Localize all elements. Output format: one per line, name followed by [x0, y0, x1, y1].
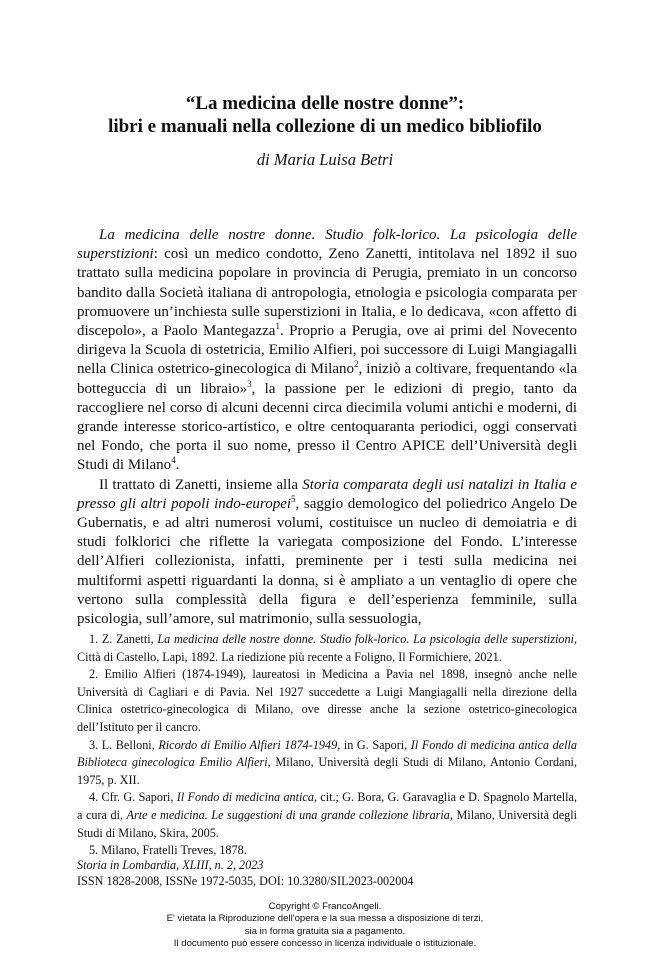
- journal-issn-doi: ISSN 1828-2008, ISSNe 1972-5035, DOI: 10.3280/SIL2023-002004: [77, 874, 414, 888]
- book-title-italic: La medicina delle nostre donne. Studio folk-lorico. La psicologia delle superstizioni: [77, 227, 577, 263]
- footnote-4: [77, 789, 577, 842]
- cited-title: Il Fondo di medicina antica della Biblioteca ginecologica Emilio Alfieri: [77, 737, 577, 770]
- paragraph-text: , saggio demologico del poliedrico Angelo De Gubernatis, e ad altri numerosi volumi, costituisce un nucleo di demoiatria e di studi folklorici che riflette la variegata composizione del Fondo. L’interesse dell’Alfieri collezionista, infatti, preminente per i testi sulla medicina nei multiformi aspetti riguardanti la donna, si è ampliato a un ventaglio di opere che vertono sulla complessità della figura e dell’esperienza femminile, sulla psicologia, sull’amore, sul matrimonio, sulla sessuologia,: [77, 495, 577, 628]
- footnote-text: , cit.; G. Bora, G. Garavaglia e D. Spagnolo Martella, a cura di,: [77, 790, 577, 822]
- footnote-ref-1[interactable]: 1: [275, 321, 280, 332]
- paragraph-text: , la passione per le edizioni di pregio, tanto da raccogliere nel corso di alcuni decenni circa diecimila volumi antichi e moderni, di grande interesse storico-artistico, e oltre centoquaranta periodici, oggi conservati nel Fondo, che porta il suo nome, presso il Centro APICE dell’Università degli Studi di Milano: [77, 380, 577, 474]
- footnote-ref-3[interactable]: 3: [247, 378, 252, 389]
- article-title: [60, 92, 590, 138]
- footnote-text: , in G. Sapori,: [337, 737, 411, 752]
- footnote-3: [77, 737, 577, 790]
- copyright-line-1: Copyright © FrancoAngeli.: [268, 901, 382, 912]
- footnotes: [77, 631, 577, 860]
- article-body: [77, 226, 577, 629]
- paragraph-text: .: [175, 457, 180, 474]
- cited-title: La medicina delle nostre donne. Studio folk-lorico. La psicologia delle superstizioni: [157, 632, 574, 646]
- footnote-1: [77, 631, 577, 666]
- footnote-ref-2[interactable]: 2: [353, 359, 359, 370]
- footnote-text: , Città di Castello, Lapi, 1892. La riedizione più recente a Foligno, Il Formichiere, 2021.: [77, 632, 577, 664]
- book-title-italic: Storia comparata degli usi natalizi in Italia e presso gli altri popoli indo-europei: [77, 476, 577, 512]
- journal-name: Storia in Lombardia, XLIII, n. 2, 2023: [77, 858, 264, 872]
- title-line-2: libri e manuali nella collezione di un medico bibliofilo: [108, 116, 542, 137]
- footnote-ref-5[interactable]: 5: [291, 493, 296, 504]
- footnote-text: 3. L. Belloni,: [89, 737, 159, 752]
- copyright-notice: [90, 901, 560, 950]
- journal-info: [77, 857, 414, 889]
- body-paragraph-2: [77, 476, 577, 630]
- title-line-1: “La medicina delle nostre donne”:: [185, 93, 465, 114]
- cited-title: Il Fondo di medicina antica: [176, 790, 314, 805]
- paragraph-text: : così un medico condotto, Zeno Zanetti, intitolava nel 1892 il suo trattato sulla medicina popolare in provincia di Perugia, premiato in un concorso bandito dalla Società italiana di antropologia, etnologia e psicologia comparata per promuovere un’inchiesta sulle superstizioni in Italia, e lo dedicava, «con affetto di discepolo», a Paolo Mantegazza: [77, 246, 577, 340]
- footnote-text: , Milano, Università degli Studi di Milano, Skira, 2005.: [77, 807, 577, 840]
- footnote-text: 5. Milano, Fratelli Treves, 1878.: [89, 843, 247, 858]
- paragraph-text: . Proprio a Perugia, ove ai primi del Novecento dirigeva la Scuola di ostetricia, Emilio Alfieri, poi successore di Luigi Mangiagalli nella Clinica ostetrico-ginecologica di Milano: [77, 323, 577, 378]
- footnote-text: 1. Z. Zanetti,: [89, 632, 158, 646]
- footnote-ref-4[interactable]: 4: [171, 455, 176, 466]
- footnote-text: , Milano, Università degli Studi di Milano, Antonio Cordani, 1975, p. XII.: [77, 755, 577, 787]
- paragraph-text: , iniziò a coltivare, frequentando «la botteguccia di un libraio»: [77, 361, 578, 397]
- copyright-line-3: sia in forma gratuita sia a pagamento.: [244, 925, 406, 937]
- cited-title: Arte e medicina. Le suggestioni di una grande collezione libraria: [126, 807, 450, 822]
- article-author: di Maria Luisa Betri: [256, 150, 394, 169]
- footnote-text: 4. Cfr. G. Sapori,: [89, 790, 177, 805]
- paragraph-text: Il trattato di Zanetti, insieme alla: [99, 476, 303, 493]
- cited-title: Ricordo di Emilio Alfieri 1874-1949: [158, 737, 338, 752]
- copyright-line-4: Il documento può essere concesso in licenza individuale o istituzionale.: [173, 937, 477, 949]
- footnote-text: 2. Emilio Alfieri (1874-1949), laureatosi in Medicina a Pavia nel 1898, insegnò anche nelle Università di Cagliari e di Pavia. Nel 1927 succedette a Luigi Mangiagalli nella direzione della Clinica ostetrico-ginecologica di Milano, ove diresse anche la sezione ostetrico-ginecologica dell’Istituto per il cancro.: [77, 667, 577, 734]
- footnote-2: [77, 666, 577, 736]
- body-paragraph-1: [77, 226, 577, 476]
- copyright-line-2: E' vietata la Riproduzione dell'opera e la sua messa a disposizione di terzi,: [166, 913, 484, 925]
